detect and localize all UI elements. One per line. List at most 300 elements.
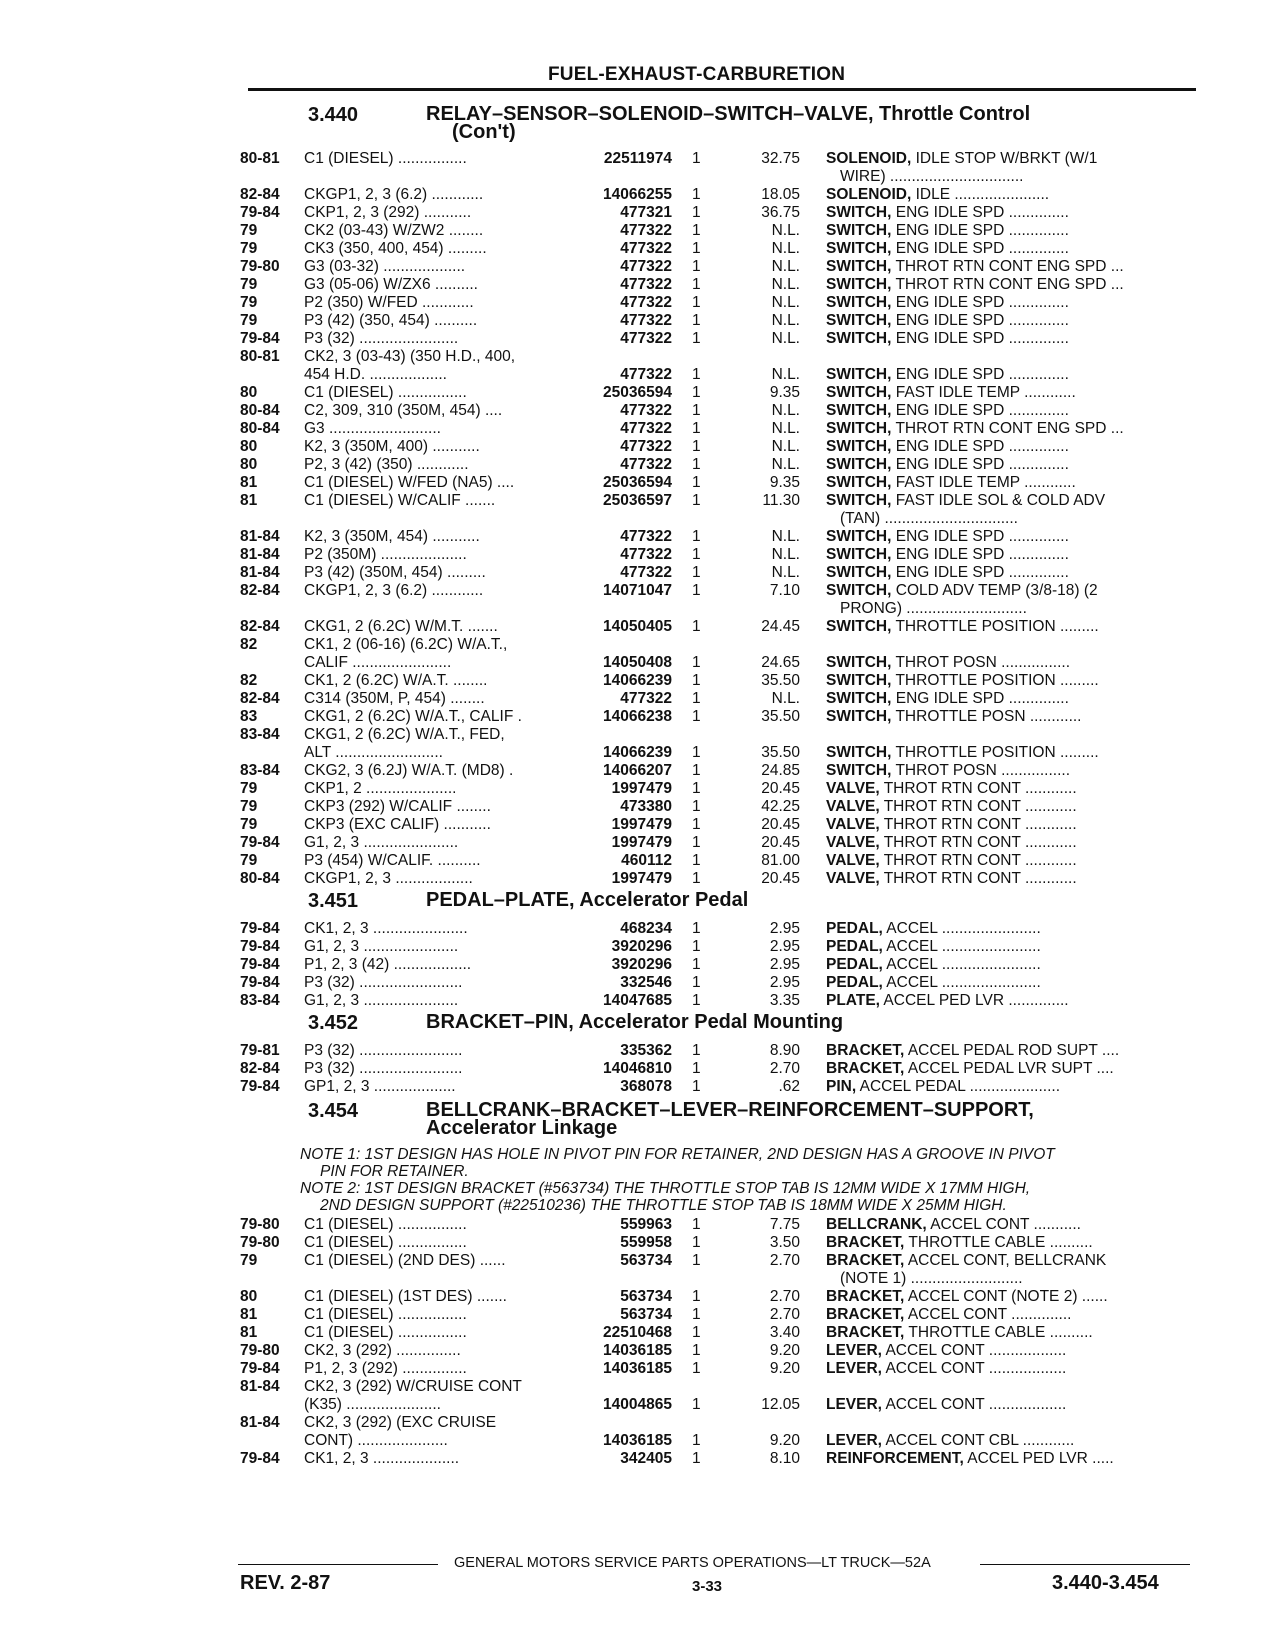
price: 2.70 (769, 1306, 800, 1323)
part-name: SOLENOID, (826, 150, 912, 167)
part-row (0, 992, 1280, 1010)
footer-operations: GENERAL MOTORS SERVICE PARTS OPERATIONS—LT TRUCK—52A (454, 1555, 931, 1571)
part-name: SOLENOID, (826, 186, 912, 203)
part-detail: ACCEL CONT .............. (907, 1306, 1072, 1323)
part-row (0, 204, 1280, 222)
price: .62 (778, 1078, 800, 1095)
part-description (826, 222, 1191, 240)
quantity: 1 (692, 240, 701, 257)
model-years: 79-84 (240, 330, 280, 347)
price: 36.75 (761, 204, 800, 221)
quantity: 1 (692, 204, 701, 221)
quantity: 1 (692, 546, 701, 563)
part-number: 14066238 (603, 708, 672, 725)
part-description (826, 1042, 1191, 1060)
part-number: 477322 (620, 240, 672, 257)
section-title-continued: Accelerator Linkage (426, 1117, 618, 1139)
section-range: 3.440-3.454 (1052, 1572, 1159, 1594)
part-number: 468234 (620, 920, 672, 937)
model-application: P2 (350) W/FED ............ (304, 294, 474, 311)
model-years: 81 (240, 474, 258, 491)
price: N.L. (771, 528, 800, 545)
part-detail: THROTTLE POSITION ......... (895, 744, 1099, 761)
part-detail: THROT POSN ................ (895, 762, 1071, 779)
price: N.L. (771, 690, 800, 707)
price: N.L. (771, 546, 800, 563)
price: N.L. (771, 438, 800, 455)
part-detail: ENG IDLE SPD .............. (895, 222, 1069, 239)
part-description (826, 294, 1191, 312)
model-application: CKG2, 3 (6.2J) W/A.T. (MD8) . (304, 762, 514, 779)
price: 20.45 (761, 780, 800, 797)
model-application: C1 (DIESEL) (2ND DES) ...... (304, 1252, 506, 1269)
part-detail: ACCEL CONT .................. (885, 1396, 1067, 1413)
quantity: 1 (692, 938, 701, 955)
part-row (0, 636, 1280, 654)
part-row (0, 1342, 1280, 1360)
part-number: 477322 (620, 690, 672, 707)
part-row (0, 1450, 1280, 1468)
part-number: 477322 (620, 294, 672, 311)
part-detail: ACCEL PEDAL ROD SUPT .... (907, 1042, 1120, 1059)
part-name: REINFORCEMENT, (826, 1450, 964, 1467)
part-row (0, 1360, 1280, 1378)
quantity: 1 (692, 1216, 701, 1233)
part-description (826, 1216, 1191, 1234)
part-number: 14050408 (603, 654, 672, 671)
part-row (0, 780, 1280, 798)
price: 9.20 (769, 1342, 800, 1359)
part-row (0, 258, 1280, 276)
quantity: 1 (692, 920, 701, 937)
model-years: 82-84 (240, 618, 280, 635)
part-description (826, 1078, 1191, 1096)
section-note: NOTE 1: 1ST DESIGN HAS HOLE IN PIVOT PIN FOR RETAINER, 2ND DESIGN HAS A GROOVE IN PIVOT (300, 1146, 1055, 1163)
model-years: 82 (240, 672, 258, 689)
section-number: 3.454 (308, 1100, 359, 1122)
part-row (0, 1078, 1280, 1096)
part-detail: ACCEL ....................... (886, 956, 1041, 973)
part-row (0, 564, 1280, 582)
quantity: 1 (692, 852, 701, 869)
model-application: C1 (DIESEL) ................ (304, 1216, 467, 1233)
part-number: 25036597 (603, 492, 672, 509)
model-years: 79-81 (240, 1042, 280, 1059)
model-application: CKG1, 2 (6.2C) W/M.T. ....... (304, 618, 498, 635)
quantity: 1 (692, 438, 701, 455)
model-application: G3 (03-32) ................... (304, 258, 466, 275)
model-application: CK1, 2, 3 ...................... (304, 920, 468, 937)
part-description (826, 366, 1191, 384)
part-name: BRACKET, (826, 1060, 905, 1077)
part-description (826, 1450, 1191, 1468)
part-name: LEVER, (826, 1396, 882, 1413)
price: 3.35 (769, 992, 800, 1009)
section-number: 3.440 (308, 104, 359, 126)
quantity: 1 (692, 474, 701, 491)
part-description (826, 974, 1191, 992)
price: 35.50 (761, 708, 800, 725)
price: 24.85 (761, 762, 800, 779)
part-number: 477322 (620, 312, 672, 329)
model-application: P3 (32) ........................ (304, 974, 463, 991)
part-number: 368078 (620, 1078, 672, 1095)
model-years: 79-80 (240, 258, 280, 275)
quantity: 1 (692, 258, 701, 275)
part-description (826, 798, 1191, 816)
model-years: 79 (240, 816, 258, 833)
model-years: 79 (240, 222, 258, 239)
model-application: CKGP1, 2, 3 .................. (304, 870, 473, 887)
part-detail: ACCEL CONT CBL ............ (885, 1432, 1075, 1449)
part-number: 477322 (620, 276, 672, 293)
part-name: BRACKET, (826, 1252, 905, 1269)
part-description (826, 654, 1191, 672)
part-number: 342405 (620, 1450, 672, 1467)
model-application: CK1, 2, 3 .................... (304, 1450, 460, 1467)
part-number: 477322 (620, 546, 672, 563)
part-detail-continued: (NOTE 1) .......................... (840, 1270, 1023, 1287)
model-years: 80-84 (240, 420, 280, 437)
model-application: P3 (32) ........................ (304, 1042, 463, 1059)
part-detail: THROT RTN CONT ENG SPD ... (895, 420, 1124, 437)
price: 2.95 (769, 956, 800, 973)
part-row (0, 240, 1280, 258)
part-description (826, 690, 1191, 708)
model-application: C1 (DIESEL) (1ST DES) ....... (304, 1288, 507, 1305)
part-name: SWITCH, (826, 384, 892, 401)
quantity: 1 (692, 1288, 701, 1305)
model-years: 80 (240, 456, 258, 473)
part-row (0, 528, 1280, 546)
part-description (826, 582, 1191, 600)
price: 35.50 (761, 744, 800, 761)
quantity: 1 (692, 654, 701, 671)
price: N.L. (771, 222, 800, 239)
part-number: 22511974 (603, 150, 672, 167)
quantity: 1 (692, 186, 701, 203)
header-rule (248, 88, 1196, 91)
model-years: 79-84 (240, 1360, 280, 1377)
model-application: C1 (DIESEL) ................ (304, 1324, 467, 1341)
price: N.L. (771, 456, 800, 473)
part-name: VALVE, (826, 798, 880, 815)
part-row (0, 1042, 1280, 1060)
part-detail: ENG IDLE SPD .............. (895, 240, 1069, 257)
price: N.L. (771, 258, 800, 275)
part-description (826, 708, 1191, 726)
part-description (826, 834, 1191, 852)
part-row (0, 366, 1280, 384)
part-number: 14036185 (603, 1342, 672, 1359)
model-application: C1 (DIESEL) ................ (304, 1306, 467, 1323)
model-application: G3 .......................... (304, 420, 441, 437)
part-description (826, 492, 1191, 510)
quantity: 1 (692, 456, 701, 473)
part-row (0, 618, 1280, 636)
part-description (826, 1396, 1191, 1414)
model-application: CKP1, 2 ..................... (304, 780, 457, 797)
price: 9.20 (769, 1432, 800, 1449)
part-name: SWITCH, (826, 438, 892, 455)
model-years: 81 (240, 1306, 258, 1323)
part-detail: ACCEL PED LVR ..... (967, 1450, 1114, 1467)
part-row-continued (0, 600, 1280, 618)
part-detail: THROT RTN CONT ............ (883, 852, 1077, 869)
price: 24.45 (761, 618, 800, 635)
part-number: 460112 (621, 852, 672, 869)
part-name: VALVE, (826, 780, 880, 797)
model-application: CK2 (03-43) W/ZW2 ........ (304, 222, 484, 239)
model-years: 82-84 (240, 690, 280, 707)
part-name: SWITCH, (826, 582, 892, 599)
part-row (0, 348, 1280, 366)
part-detail: ACCEL PEDAL ..................... (859, 1078, 1061, 1095)
model-years: 81-84 (240, 1378, 280, 1395)
model-years: 80 (240, 1288, 258, 1305)
part-number: 563734 (620, 1306, 672, 1323)
part-detail: THROT RTN CONT ............ (883, 816, 1077, 833)
revision-label: REV. 2-87 (240, 1572, 331, 1594)
part-detail: THROTTLE POSITION ......... (895, 618, 1099, 635)
part-description (826, 1288, 1191, 1306)
part-number: 477322 (620, 528, 672, 545)
model-years: 82-84 (240, 186, 280, 203)
part-detail: ENG IDLE SPD .............. (895, 402, 1069, 419)
model-application: G1, 2, 3 ...................... (304, 834, 459, 851)
quantity: 1 (692, 420, 701, 437)
quantity: 1 (692, 690, 701, 707)
quantity: 1 (692, 816, 701, 833)
quantity: 1 (692, 1396, 701, 1413)
part-detail: ENG IDLE SPD .............. (895, 294, 1069, 311)
price: 2.95 (769, 920, 800, 937)
part-name: PEDAL, (826, 974, 883, 991)
part-row (0, 276, 1280, 294)
model-years: 81-84 (240, 1414, 280, 1431)
model-years: 83 (240, 708, 258, 725)
part-row (0, 1060, 1280, 1078)
price: N.L. (771, 294, 800, 311)
part-description (826, 1360, 1191, 1378)
part-detail: THROT POSN ................ (895, 654, 1071, 671)
model-application: C314 (350M, P, 454) ........ (304, 690, 485, 707)
quantity: 1 (692, 402, 701, 419)
part-description (826, 384, 1191, 402)
quantity: 1 (692, 1432, 701, 1449)
part-name: LEVER, (826, 1360, 882, 1377)
price: N.L. (771, 420, 800, 437)
part-description (826, 546, 1191, 564)
part-detail: ENG IDLE SPD .............. (895, 312, 1069, 329)
quantity: 1 (692, 744, 701, 761)
price: 35.50 (761, 672, 800, 689)
part-row (0, 690, 1280, 708)
model-application: P3 (32) ....................... (304, 330, 459, 347)
quantity: 1 (692, 798, 701, 815)
price: 9.35 (769, 384, 800, 401)
quantity: 1 (692, 708, 701, 725)
part-number: 559958 (620, 1234, 672, 1251)
part-row (0, 834, 1280, 852)
part-name: SWITCH, (826, 204, 892, 221)
model-application: CKP3 (EXC CALIF) ........... (304, 816, 491, 833)
part-detail: ENG IDLE SPD .............. (895, 690, 1069, 707)
part-detail: ENG IDLE SPD .............. (895, 366, 1069, 383)
quantity: 1 (692, 312, 701, 329)
model-application: CKGP1, 2, 3 (6.2) ............ (304, 186, 484, 203)
model-years: 80 (240, 384, 258, 401)
part-number: 477321 (620, 204, 672, 221)
part-detail: FAST IDLE SOL & COLD ADV (895, 492, 1106, 509)
part-description (826, 672, 1191, 690)
part-description (826, 816, 1191, 834)
part-description (826, 1432, 1191, 1450)
part-number: 14050405 (603, 618, 672, 635)
price: 12.05 (761, 1396, 800, 1413)
model-years: 80-81 (240, 348, 280, 365)
model-application: CKG1, 2 (6.2C) W/A.T., CALIF . (304, 708, 522, 725)
section-title: BELLCRANK–BRACKET–LEVER–REINFORCEMENT–SUPPORT, (426, 1099, 1034, 1121)
model-years: 81 (240, 492, 258, 509)
model-years: 81 (240, 1324, 258, 1341)
part-detail: ENG IDLE SPD .............. (895, 330, 1069, 347)
part-row (0, 330, 1280, 348)
part-name: SWITCH, (826, 528, 892, 545)
model-application: P3 (454) W/CALIF. .......... (304, 852, 481, 869)
model-application: P2, 3 (42) (350) ............ (304, 456, 469, 473)
model-application: G3 (05-06) W/ZX6 .......... (304, 276, 478, 293)
part-detail: ACCEL PED LVR .............. (883, 992, 1069, 1009)
model-years: 80-84 (240, 402, 280, 419)
part-description (826, 1324, 1191, 1342)
part-description (826, 438, 1191, 456)
price: 32.75 (761, 150, 800, 167)
quantity: 1 (692, 618, 701, 635)
part-number: 14004865 (603, 1396, 672, 1413)
model-application: G1, 2, 3 ...................... (304, 992, 459, 1009)
part-row (0, 1216, 1280, 1234)
part-row (0, 1306, 1280, 1324)
part-number: 477322 (620, 366, 672, 383)
quantity: 1 (692, 1078, 701, 1095)
model-application: G1, 2, 3 ...................... (304, 938, 459, 955)
model-application: P2 (350M) .................... (304, 546, 467, 563)
price: N.L. (771, 240, 800, 257)
price: 20.45 (761, 870, 800, 887)
part-row (0, 186, 1280, 204)
quantity: 1 (692, 1060, 701, 1077)
model-application: CK1, 2 (06-16) (6.2C) W/A.T., (304, 636, 508, 653)
part-detail: ENG IDLE SPD .............. (895, 456, 1069, 473)
model-application: CALIF ....................... (304, 654, 452, 671)
price: 9.20 (769, 1360, 800, 1377)
section-note: NOTE 2: 1ST DESIGN BRACKET (#563734) THE THROTTLE STOP TAB IS 12MM WIDE X 17MM HIGH, (300, 1180, 1031, 1197)
part-name: PEDAL, (826, 956, 883, 973)
part-detail: THROTTLE CABLE .......... (908, 1324, 1093, 1341)
part-description (826, 1060, 1191, 1078)
price: 2.95 (769, 974, 800, 991)
part-row (0, 938, 1280, 956)
part-row (0, 744, 1280, 762)
part-name: VALVE, (826, 852, 880, 869)
part-description (826, 402, 1191, 420)
quantity: 1 (692, 492, 701, 509)
part-name: PEDAL, (826, 938, 883, 955)
model-years: 79-84 (240, 1450, 280, 1467)
part-description (826, 258, 1191, 276)
part-row (0, 654, 1280, 672)
part-number: 1997479 (611, 834, 672, 851)
model-application: C1 (DIESEL) W/FED (NA5) .... (304, 474, 515, 491)
part-description (826, 744, 1191, 762)
model-years: 79 (240, 1252, 258, 1269)
part-name: SWITCH, (826, 492, 892, 509)
part-row (0, 672, 1280, 690)
quantity: 1 (692, 780, 701, 797)
part-name: VALVE, (826, 816, 880, 833)
part-description (826, 780, 1191, 798)
part-number: 1997479 (611, 870, 672, 887)
part-row (0, 474, 1280, 492)
part-row (0, 870, 1280, 888)
part-detail: THROTTLE POSITION ......... (895, 672, 1099, 689)
part-description (826, 1234, 1191, 1252)
model-years: 79-84 (240, 974, 280, 991)
model-years: 83-84 (240, 992, 280, 1009)
part-description (826, 150, 1191, 168)
part-description (826, 528, 1191, 546)
quantity: 1 (692, 1324, 701, 1341)
part-row (0, 920, 1280, 938)
section-title-continued: (Con't) (452, 121, 516, 143)
part-description (826, 474, 1191, 492)
part-name: SWITCH, (826, 456, 892, 473)
model-application: P3 (42) (350, 454) .......... (304, 312, 478, 329)
model-application: P3 (32) ........................ (304, 1060, 463, 1077)
model-years: 79 (240, 780, 258, 797)
part-name: LEVER, (826, 1432, 882, 1449)
model-years: 79-84 (240, 1078, 280, 1095)
model-application: 454 H.D. .................. (304, 366, 447, 383)
part-row (0, 1414, 1280, 1432)
part-name: SWITCH, (826, 240, 892, 257)
model-years: 83-84 (240, 762, 280, 779)
quantity: 1 (692, 1342, 701, 1359)
part-row (0, 1396, 1280, 1414)
quantity: 1 (692, 150, 701, 167)
model-years: 81-84 (240, 564, 280, 581)
quantity: 1 (692, 294, 701, 311)
part-number: 3920296 (611, 938, 672, 955)
model-application: C1 (DIESEL) ................ (304, 1234, 467, 1251)
price: N.L. (771, 402, 800, 419)
part-name: SWITCH, (826, 546, 892, 563)
part-description (826, 276, 1191, 294)
quantity: 1 (692, 384, 701, 401)
price: 8.90 (769, 1042, 800, 1059)
part-detail: ACCEL ....................... (886, 920, 1041, 937)
part-number: 477322 (620, 402, 672, 419)
part-name: SWITCH, (826, 672, 892, 689)
price: N.L. (771, 312, 800, 329)
part-name: SWITCH, (826, 366, 892, 383)
part-detail: THROT RTN CONT ............ (883, 798, 1077, 815)
price: 20.45 (761, 816, 800, 833)
part-row (0, 294, 1280, 312)
part-description (826, 312, 1191, 330)
section-number: 3.452 (308, 1012, 359, 1034)
